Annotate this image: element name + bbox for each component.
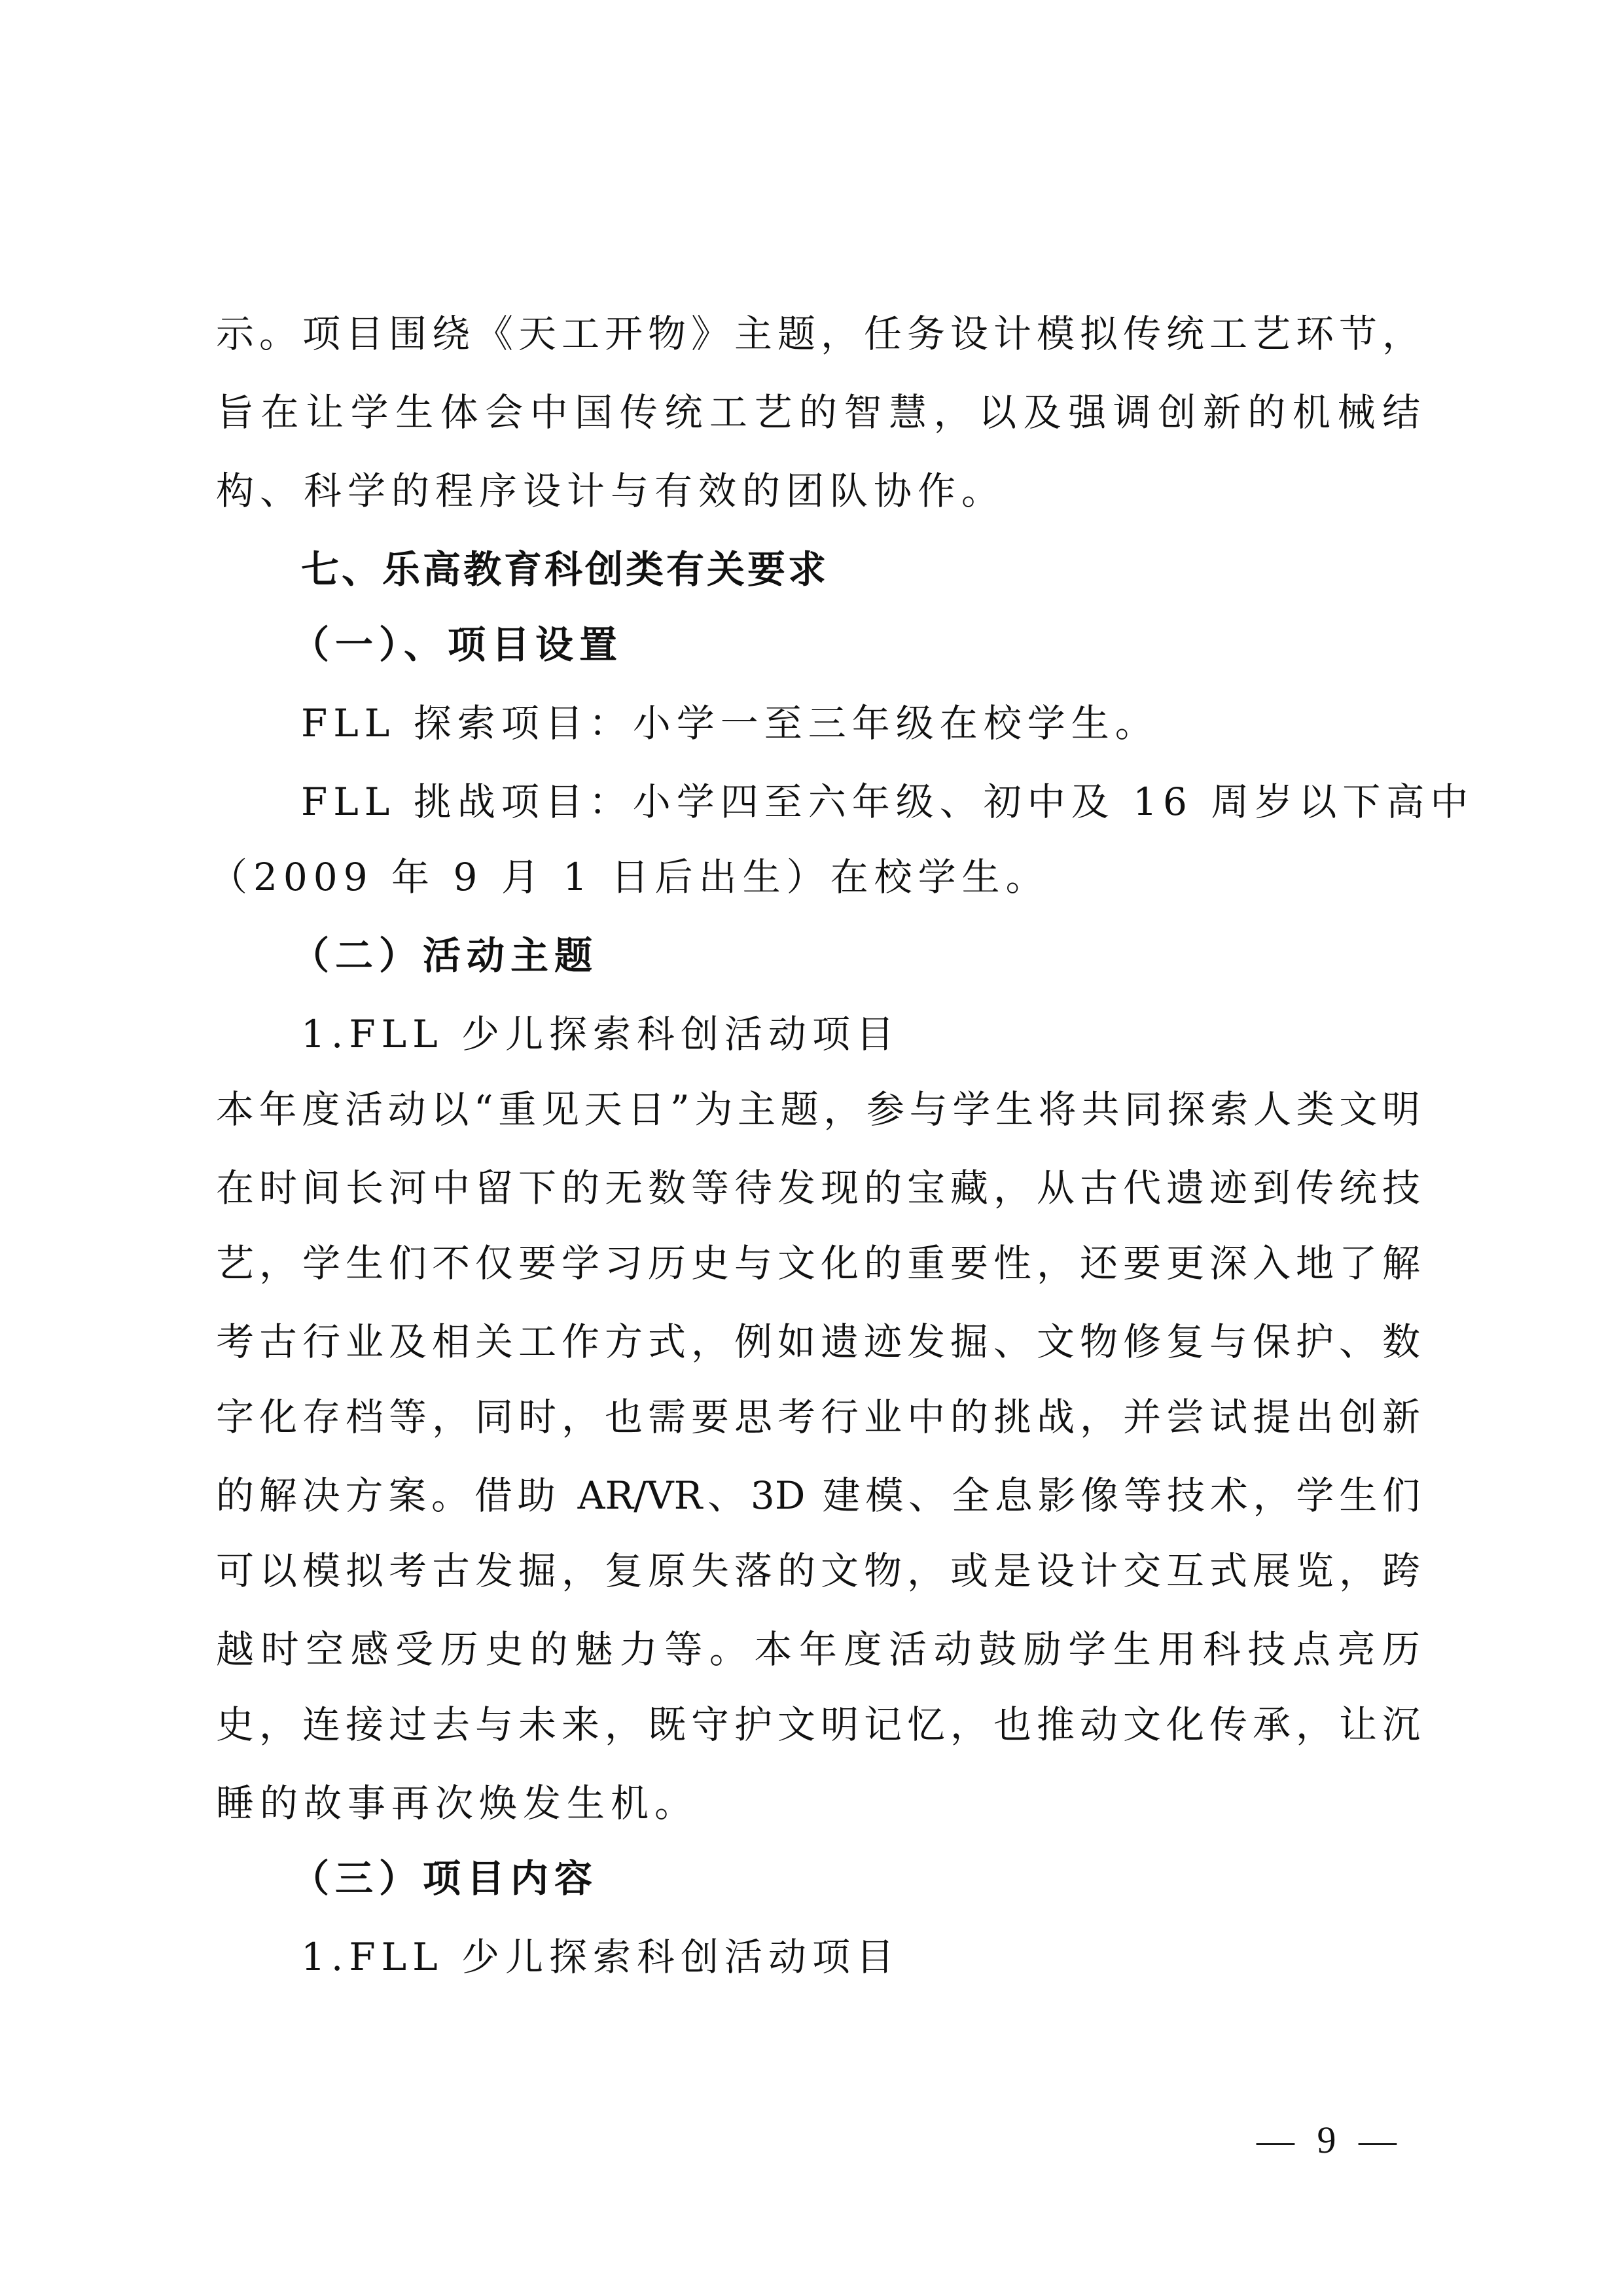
body-line: FLL 挑战项目：小学四至六年级、初中及 16 周岁以下高中 (301, 780, 1474, 824)
subsection-heading: （一）、项目设置 (291, 622, 624, 667)
body-line: 艺，学生们不仅要学习历史与文化的重要性，还要更深入地了解 (216, 1241, 1420, 1285)
section-heading: 七、乐高教育科创类有关要求 (301, 547, 829, 592)
subsection-heading: （二）活动主题 (291, 933, 599, 978)
body-line: 考古行业及相关工作方式，例如遗迹发掘、文物修复与保护、数 (216, 1319, 1420, 1364)
body-line: 旨在让学生体会中国传统工艺的智慧，以及强调创新的机械结 (216, 390, 1420, 435)
body-line: 的解决方案。借助 AR/VR、3D 建模、全息影像等技术，学生们 (216, 1473, 1420, 1518)
body-line: 本年度活动以“重见天日”为主题，参与学生将共同探索人类文明 (216, 1087, 1420, 1132)
body-line: 构、科学的程序设计与有效的团队协作。 (216, 469, 1006, 513)
body-line: 史，连接过去与未来，既守护文明记忆，也推动文化传承，让沉 (216, 1702, 1420, 1747)
body-line: FLL 探索项目：小学一至三年级在校学生。 (301, 701, 1159, 745)
item-title: 1.FLL 少儿探索科创活动项目 (301, 1012, 901, 1056)
body-line: 示。项目围绕《天工开物》主题，任务设计模拟传统工艺环节， (216, 312, 1420, 356)
body-line: （2009 年 9 月 1 日后出生）在校学生。 (209, 855, 1050, 899)
body-line: 越时空感受历史的魅力等。本年度活动鼓励学生用科技点亮历 (216, 1627, 1420, 1672)
body-line: 在时间长河中留下的无数等待发现的宝藏，从古代遗迹到传统技 (216, 1166, 1420, 1210)
body-line: 睡的故事再次焕发生机。 (216, 1781, 699, 1825)
body-line: 字化存档等，同时，也需要思考行业中的挑战，并尝试提出创新 (216, 1395, 1420, 1439)
subsection-heading: （三）项目内容 (291, 1856, 599, 1901)
page-number: — 9 — (1257, 2119, 1403, 2161)
item-title: 1.FLL 少儿探索科创活动项目 (301, 1935, 901, 1979)
body-line: 可以模拟考古发掘，复原失落的文物，或是设计交互式展览，跨 (216, 1549, 1420, 1593)
